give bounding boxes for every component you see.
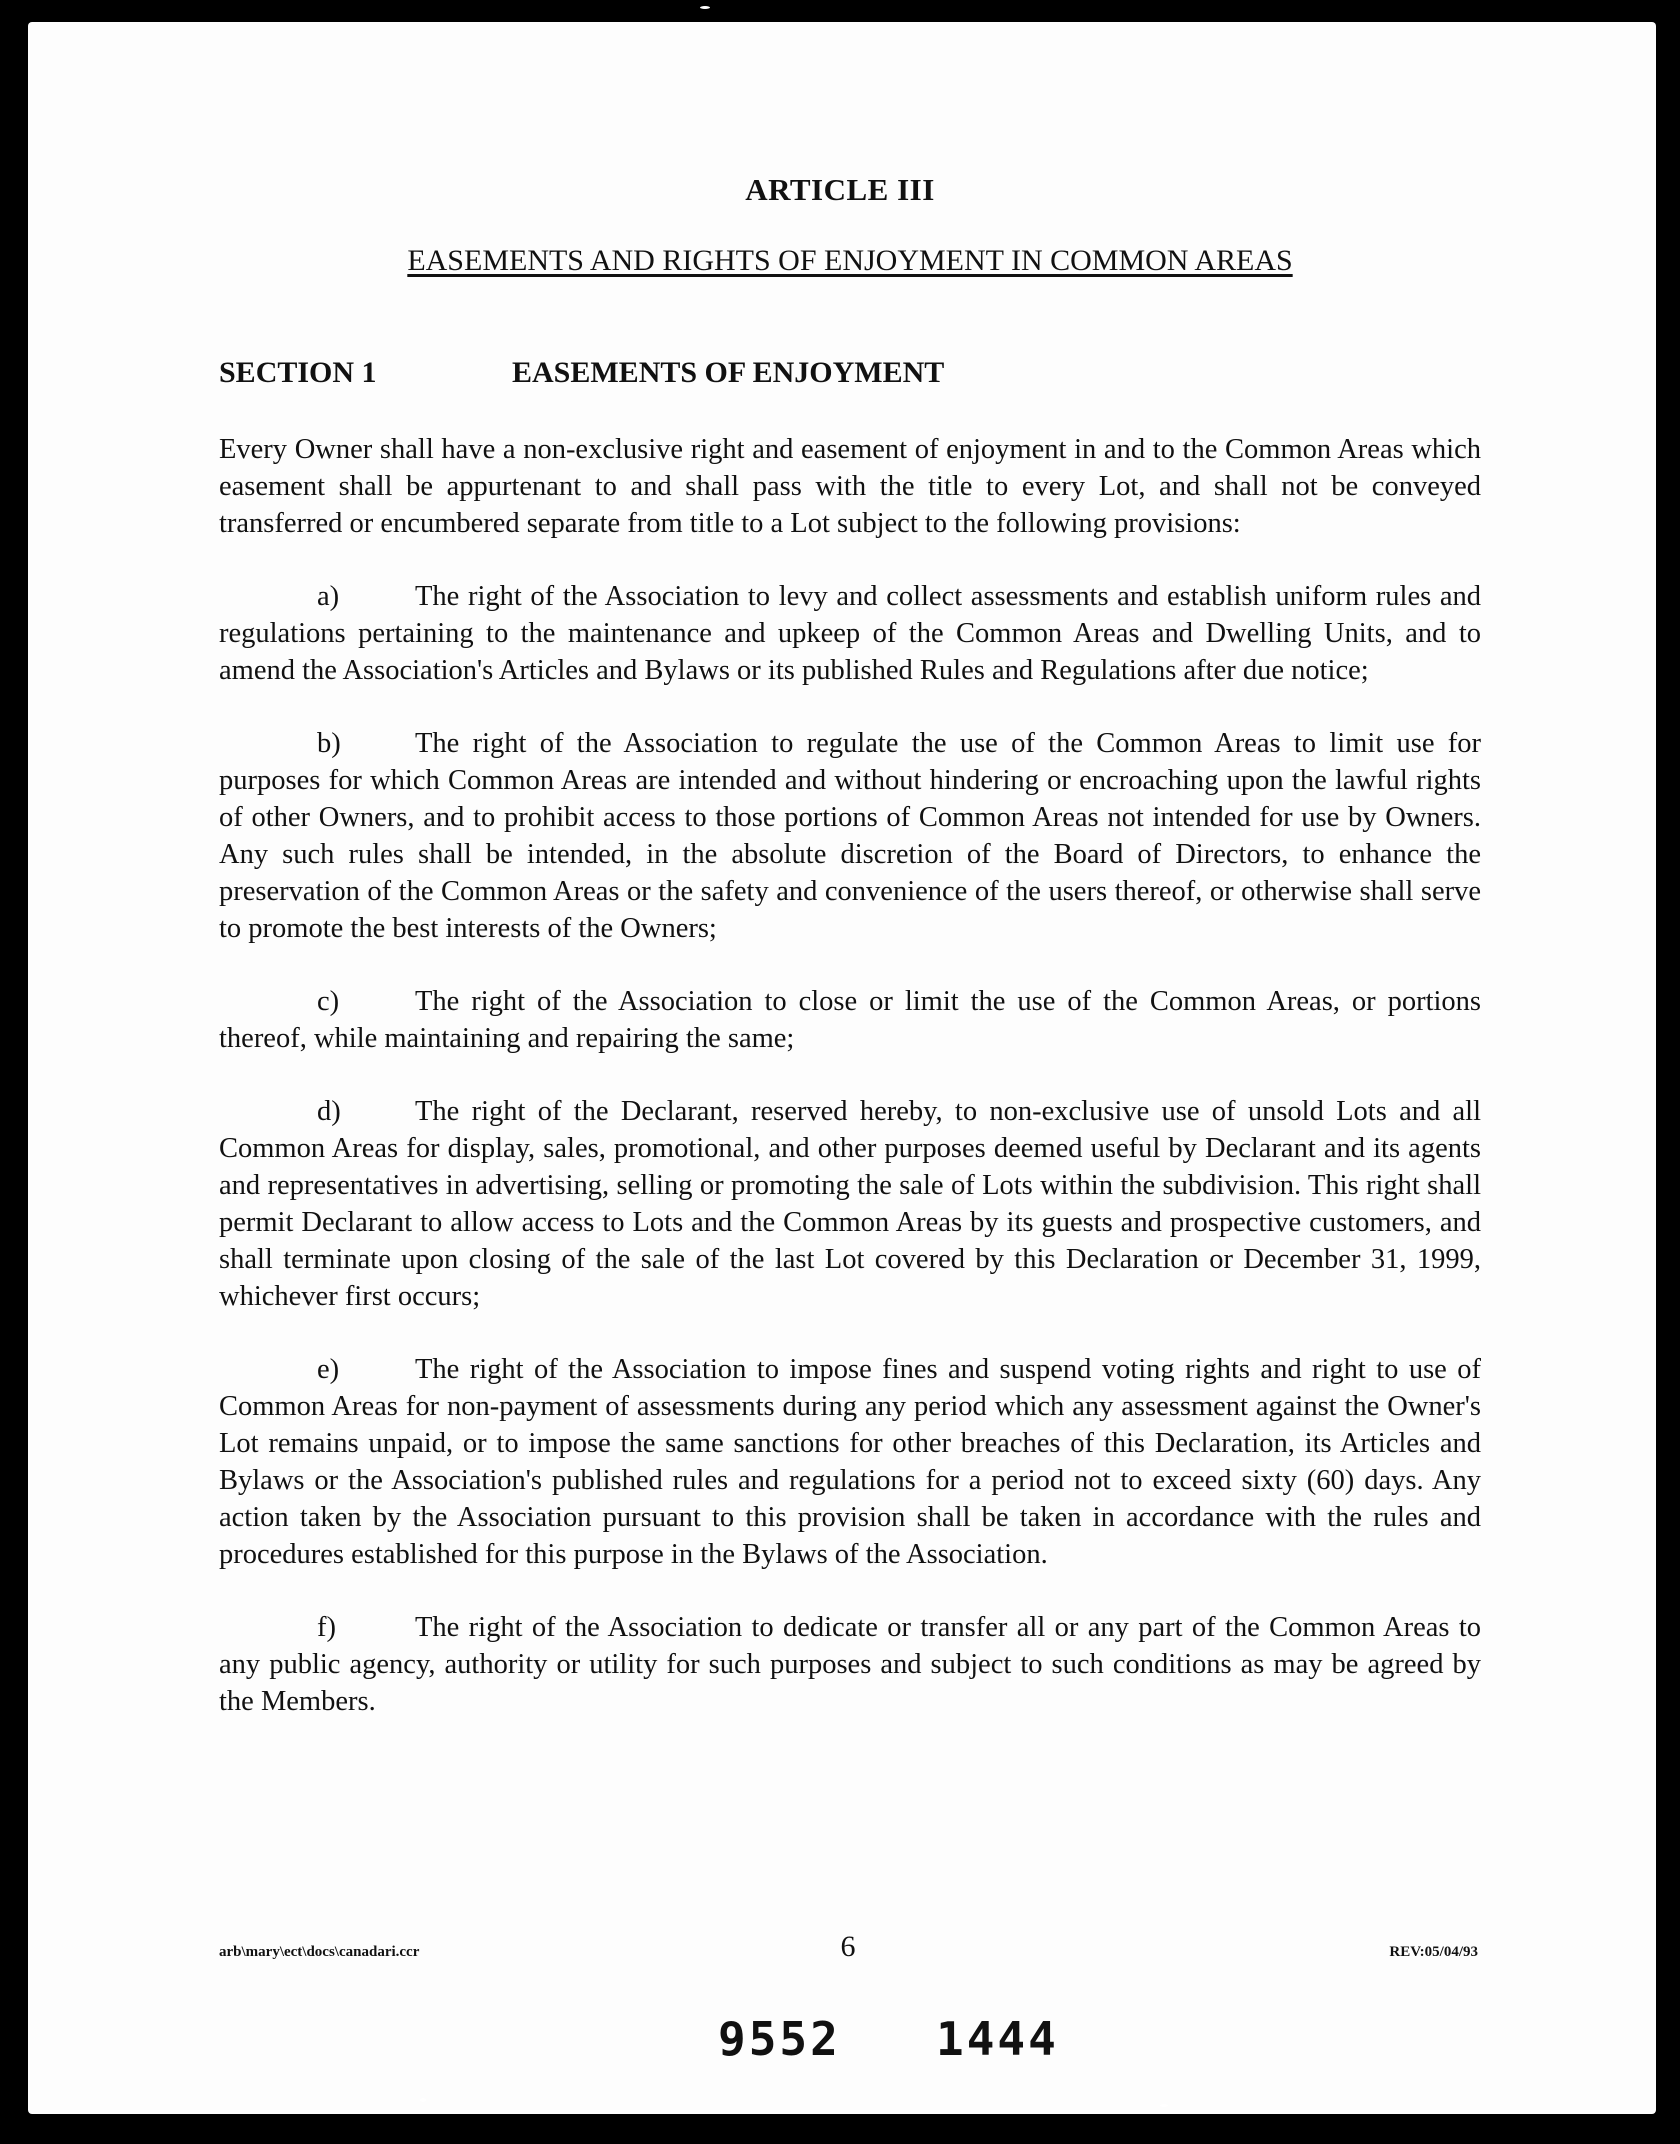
recording-stamp-book: 9552 [718,2012,841,2066]
scan-speck [1160,2104,1168,2107]
provision-label: a) [317,581,340,612]
provision-text: The right of the Association to impose fines and suspend voting rights and right to use of Common Areas for non-payment of assessments during any period which any assessment against the Owner's Lot remains unpaid, or to impose the same sanctions for other breaches of this Declaration, its Articles and Bylaws or the Association's published rules and regulations for a period not to exceed sixty (60) days. Any action taken by the Association pursuant to this provision shall be taken in accordance with the rules and procedures established for this purpose in the Bylaws of the Association. [219,1354,1481,1570]
provision-label: c) [317,986,340,1017]
provision-b [219,725,1481,947]
provision-f [219,1609,1481,1720]
provision-label: d) [317,1096,341,1127]
section-title: EASEMENTS OF ENJOYMENT [512,356,945,389]
provision-text: The right of the Declarant, reserved hereby, to non-exclusive use of unsold Lots and all Common Areas for display, sales, promotional, and other purposes deemed useful by Declarant and its agents and representatives in advertising, selling or promoting the sale of Lots within the subdivision. This right shall permit Declarant to allow access to Lots and the Common Areas by its guests and prospective customers, and shall terminate upon closing of the sale of the last Lot covered by this Declaration or December 31, 1999, whichever first occurs; [219,1096,1481,1312]
article-subtitle: EASEMENTS AND RIGHTS OF ENJOYMENT IN COMMON AREAS [407,244,1293,277]
provision-d [219,1093,1481,1315]
scan-speck [700,6,710,9]
provision-text: The right of the Association to regulate the use of the Common Areas to limit use for purposes for which Common Areas are intended and without hindering or encroaching upon the lawful rights of other Owners, and to prohibit access to those portions of Common Areas not intended for use by Owners. Any such rules shall be intended, in the absolute discretion of the Board of Directors, to enhance the preservation of the Common Areas or the safety and convenience of the users thereof, or otherwise shall serve to promote the best interests of the Owners; [219,728,1481,944]
footer-page-number: 6 [840,1930,856,1963]
intro-paragraph: Every Owner shall have a non-exclusive right and easement of enjoyment in and to the Common Areas which easement shall be appurtenant to and shall pass with the title to every Lot, and shall not be conveyed transferred or encumbered separate from title to a Lot subject to the following provisions: [219,434,1481,539]
provision-label: f) [317,1612,336,1643]
provision-text: The right of the Association to dedicate or transfer all or any part of the Common Areas to any public agency, authority or utility for such purposes and subject to such conditions as may be agreed by the Members. [219,1612,1481,1717]
footer-file-path: arb\mary\ect\docs\canadari.ccr [219,1944,420,1960]
section-number: SECTION 1 [219,356,377,389]
recording-stamp-page: 1444 [936,2012,1059,2066]
provision-text: The right of the Association to levy and collect assessments and establish uniform rules and regulations pertaining to the maintenance and upkeep of the Common Areas and Dwelling Units, and to amend the Association's Articles and Bylaws or its published Rules and Regulations after due notice; [219,581,1481,686]
document-body [219,431,1481,1756]
footer-revision: REV:05/04/93 [1389,1944,1478,1960]
provision-label: e) [317,1354,340,1385]
provision-c [219,983,1481,1057]
scan-speck [420,2098,426,2102]
provision-a [219,578,1481,689]
provision-text: The right of the Association to close or limit the use of the Common Areas, or portions thereof, while maintaining and repairing the same; [219,986,1481,1054]
article-title: ARTICLE III [745,172,935,207]
provision-label: b) [317,728,341,759]
provision-e [219,1351,1481,1573]
